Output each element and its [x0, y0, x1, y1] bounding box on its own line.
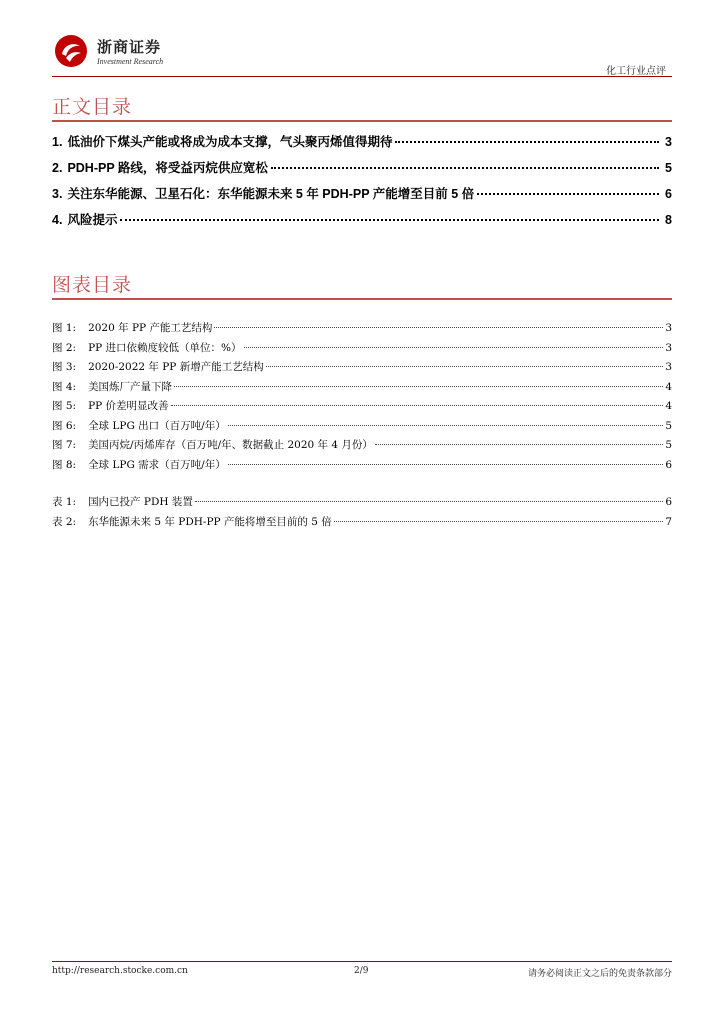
dot-leader	[228, 464, 664, 465]
toc-entry[interactable]	[52, 184, 672, 210]
toc-entry-page: 5	[665, 161, 672, 175]
figure-list	[52, 320, 672, 476]
page-header	[52, 32, 672, 82]
figure-title: PP 价差明显改善	[88, 400, 169, 412]
table-label: 表 2:	[52, 515, 77, 528]
header-divider	[52, 76, 672, 77]
figure-title: 美国炼厂产量下降	[88, 380, 173, 393]
figure-entry[interactable]	[52, 359, 672, 379]
figure-page: 3	[665, 361, 672, 373]
dot-leader	[266, 366, 664, 367]
footer-divider	[52, 961, 672, 962]
figure-label: 图 6:	[52, 419, 77, 432]
figure-label: 图 7:	[52, 439, 77, 451]
figure-page: 4	[665, 400, 672, 412]
charts-toc-title-divider	[52, 298, 672, 300]
toc-entry-text: 风险提示	[67, 213, 118, 227]
figure-label: 图 8:	[52, 458, 77, 471]
dot-leader	[271, 167, 659, 169]
dot-leader	[244, 347, 664, 348]
brand-name-en: Investment Research	[97, 57, 164, 66]
dot-leader	[334, 521, 664, 522]
figure-page: 3	[665, 322, 672, 334]
figure-page: 4	[665, 380, 672, 393]
figure-label: 图 2:	[52, 341, 77, 354]
toc-entry-number: 3.	[52, 187, 63, 201]
table-title: 东华能源未来 5 年 PDH-PP 产能将增至目前的 5 倍	[88, 515, 332, 528]
toc-title-divider	[52, 120, 672, 122]
footer-disclaimer: 请务必阅读正文之后的免责条款部分	[527, 969, 672, 979]
text-toc	[52, 132, 672, 236]
toc-entry[interactable]	[52, 132, 672, 158]
figure-entry[interactable]	[52, 398, 672, 418]
figure-page: 5	[665, 439, 672, 451]
toc-title: 正文目录	[52, 96, 133, 118]
dot-leader	[228, 425, 664, 426]
table-entry[interactable]	[52, 494, 672, 514]
figure-title: 2020 年 PP 产能工艺结构	[88, 322, 213, 334]
toc-entry-page: 6	[665, 187, 672, 201]
figure-entry[interactable]	[52, 340, 672, 360]
figure-title: PP 进口依赖度较低（单位：%）	[88, 341, 242, 354]
figure-title: 全球 LPG 出口（百万吨/年）	[88, 419, 226, 432]
figure-label: 图 4:	[52, 380, 77, 393]
figure-page: 6	[665, 458, 672, 471]
dot-leader	[395, 141, 659, 143]
dot-leader	[174, 386, 663, 387]
figure-entry[interactable]	[52, 379, 672, 399]
dot-leader	[171, 405, 664, 406]
footer-url[interactable]: http://research.stocke.com.cn	[52, 966, 188, 976]
toc-entry[interactable]	[52, 210, 672, 236]
table-title: 国内已投产 PDH 装置	[88, 496, 193, 508]
charts-toc-title: 图表目录	[52, 274, 133, 296]
toc-entry-text: 低油价下煤头产能或将成为成本支撑，气头聚丙烯值得期待	[67, 135, 393, 149]
toc-entry[interactable]	[52, 158, 672, 184]
table-entry[interactable]	[52, 514, 672, 534]
toc-entry-text: 关注东华能源、卫星石化：东华能源未来 5 年 PDH-PP 产能增至目前 5 倍	[67, 187, 475, 201]
toc-entry-page: 8	[665, 213, 672, 227]
figure-entry[interactable]	[52, 457, 672, 477]
figure-title: 全球 LPG 需求（百万吨/年）	[88, 458, 226, 471]
figure-label: 图 5:	[52, 400, 77, 412]
table-page: 6	[665, 496, 672, 508]
footer-page-number: 2/9	[354, 966, 369, 976]
figure-entry[interactable]	[52, 437, 672, 457]
figure-title: 美国丙烷/丙烯库存（百万吨/年、数据截止 2020 年 4 月份）	[88, 439, 373, 451]
table-label: 表 1:	[52, 496, 77, 508]
brand-logo-icon	[54, 34, 88, 68]
figure-page: 3	[665, 341, 672, 354]
figure-label: 图 3:	[52, 361, 77, 373]
figure-entry[interactable]	[52, 320, 672, 340]
toc-entry-text: PDH-PP 路线，将受益丙烷供应宽松	[67, 161, 268, 175]
figure-page: 5	[665, 419, 672, 432]
toc-entry-number: 2.	[52, 161, 63, 175]
dot-leader	[120, 219, 659, 221]
toc-entry-number: 4.	[52, 213, 63, 227]
brand-name-cn: 浙商证券	[97, 38, 162, 56]
dot-leader	[375, 444, 663, 445]
figure-entry[interactable]	[52, 418, 672, 438]
dot-leader	[195, 501, 663, 502]
dot-leader	[214, 327, 663, 328]
toc-entry-number: 1.	[52, 135, 63, 149]
dot-leader	[477, 193, 659, 195]
toc-entry-page: 3	[665, 135, 672, 149]
figure-label: 图 1:	[52, 322, 77, 334]
table-list	[52, 494, 672, 533]
table-page: 7	[665, 515, 672, 528]
document-type: 化工行业点评	[606, 66, 666, 77]
figure-title: 2020-2022 年 PP 新增产能工艺结构	[88, 361, 264, 373]
